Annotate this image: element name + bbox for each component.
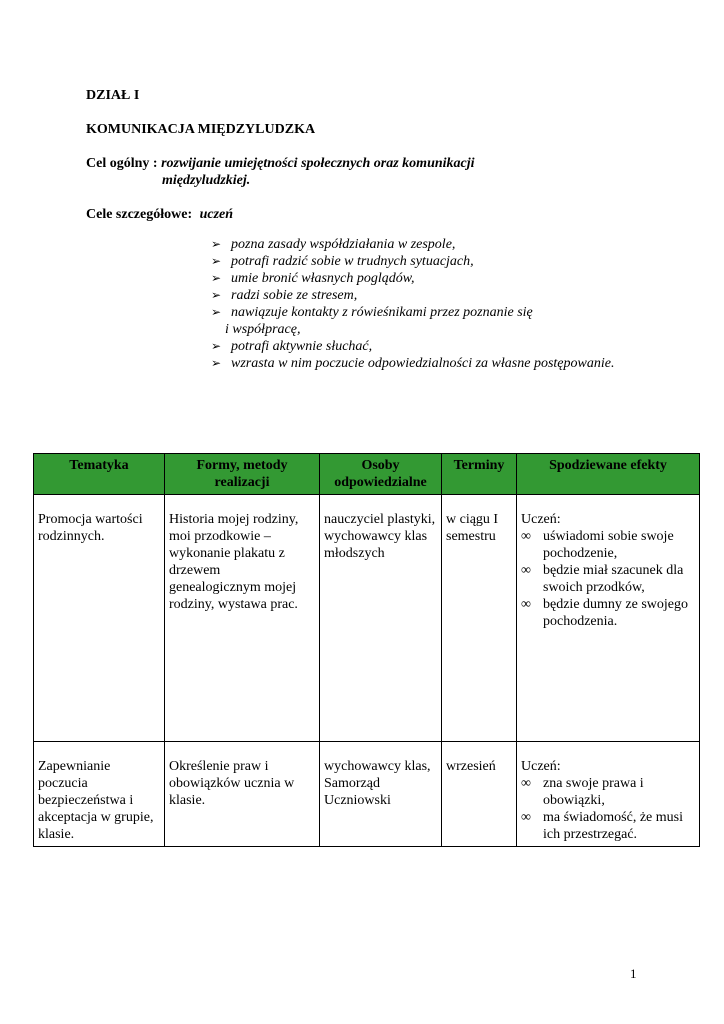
cell-forms: Określenie praw i obowiązków ucznia w klasie. <box>165 742 320 847</box>
effects-head: Uczeń: <box>521 759 561 774</box>
specific-goals-label: Cele szczegółowe: <box>86 207 193 222</box>
cell-topic: Zapewnianie poczucia bezpieczeństwa i akceptacja w grupie, klasie. <box>34 742 165 847</box>
cell-term: w ciągu I semestru <box>442 495 517 742</box>
general-goal-text-2: międzyludzkiej. <box>162 173 251 188</box>
effect-item: ∞ zna swoje prawa i obowiązki, <box>521 776 644 808</box>
cell-effects <box>517 742 700 847</box>
effect-item: ∞ uświadomi sobie swoje pochodzenie, <box>521 529 674 561</box>
infinity-icon: ∞ <box>521 563 531 578</box>
effects-head: Uczeń: <box>521 512 561 527</box>
plan-table <box>33 453 700 847</box>
page-number: 1 <box>630 966 637 981</box>
goal-item: ➢ radzi sobie ze stresem, <box>211 288 358 303</box>
arrow-bullet-icon: ➢ <box>211 271 222 285</box>
cell-effects <box>517 495 700 742</box>
column-header: Terminy <box>442 454 517 495</box>
goal-item: ➢ nawiązuje kontakty z rówieśnikami przez poznanie się <box>211 305 533 320</box>
table-row <box>34 495 700 742</box>
goal-item: ➢ wzrasta w nim poczucie odpowiedzialności za własne postępowanie. <box>211 356 615 371</box>
column-header: Spodziewane efekty <box>517 454 700 495</box>
effect-item: ∞ będzie dumny ze swojego pochodzenia. <box>521 597 689 629</box>
column-header: Formy, metody realizacji <box>165 454 320 495</box>
arrow-bullet-icon: ➢ <box>211 254 222 268</box>
column-header: Tematyka <box>34 454 165 495</box>
cell-people: wychowawcy klas, Samorząd Uczniowski <box>320 742 442 847</box>
goal-item: ➢ umie bronić własnych poglądów, <box>211 271 415 286</box>
arrow-bullet-icon: ➢ <box>211 339 222 353</box>
column-header: Osoby odpowiedzialne <box>320 454 442 495</box>
infinity-icon: ∞ <box>521 597 531 612</box>
goal-item-continuation: i współpracę, <box>225 322 301 337</box>
topic-title: KOMUNIKACJA MIĘDZYLUDZKA <box>86 122 316 137</box>
cell-people: nauczyciel plastyki, wychowawcy klas młodszych <box>320 495 442 742</box>
specific-goals-subject: uczeń <box>199 207 234 222</box>
arrow-bullet-icon: ➢ <box>211 288 222 302</box>
effect-item: ∞ ma świadomość, że musi ich przestrzegać. <box>521 810 683 842</box>
specific-goals-list <box>211 236 614 372</box>
specific-goals <box>86 206 233 223</box>
infinity-icon: ∞ <box>521 810 531 825</box>
table-row <box>34 742 700 847</box>
table-header-row <box>34 454 700 495</box>
arrow-bullet-icon: ➢ <box>211 356 222 370</box>
goal-item: ➢ potrafi aktywnie słuchać, <box>211 339 373 354</box>
general-goal-label: Cel ogólny : <box>86 156 158 171</box>
goal-item: ➢ pozna zasady współdziałania w zespole, <box>211 237 456 252</box>
goal-item: ➢ potrafi radzić sobie w trudnych sytuacjach, <box>211 254 474 269</box>
arrow-bullet-icon: ➢ <box>211 305 222 319</box>
section-title: DZIAŁ I <box>86 88 140 103</box>
cell-term: wrzesień <box>442 742 517 847</box>
arrow-bullet-icon: ➢ <box>211 237 222 251</box>
general-goal <box>86 155 475 172</box>
infinity-icon: ∞ <box>521 529 531 544</box>
cell-topic: Promocja wartości rodzinnych. <box>34 495 165 742</box>
general-goal-text-1: rozwijanie umiejętności społecznych oraz komunikacji <box>161 156 475 171</box>
effect-item: ∞ będzie miał szacunek dla swoich przodków, <box>521 563 684 595</box>
cell-forms: Historia mojej rodziny, moi przodkowie – wykonanie plakatu z drzewem genealogicznym mojej rodziny, wystawa prac. <box>165 495 320 742</box>
infinity-icon: ∞ <box>521 776 531 791</box>
